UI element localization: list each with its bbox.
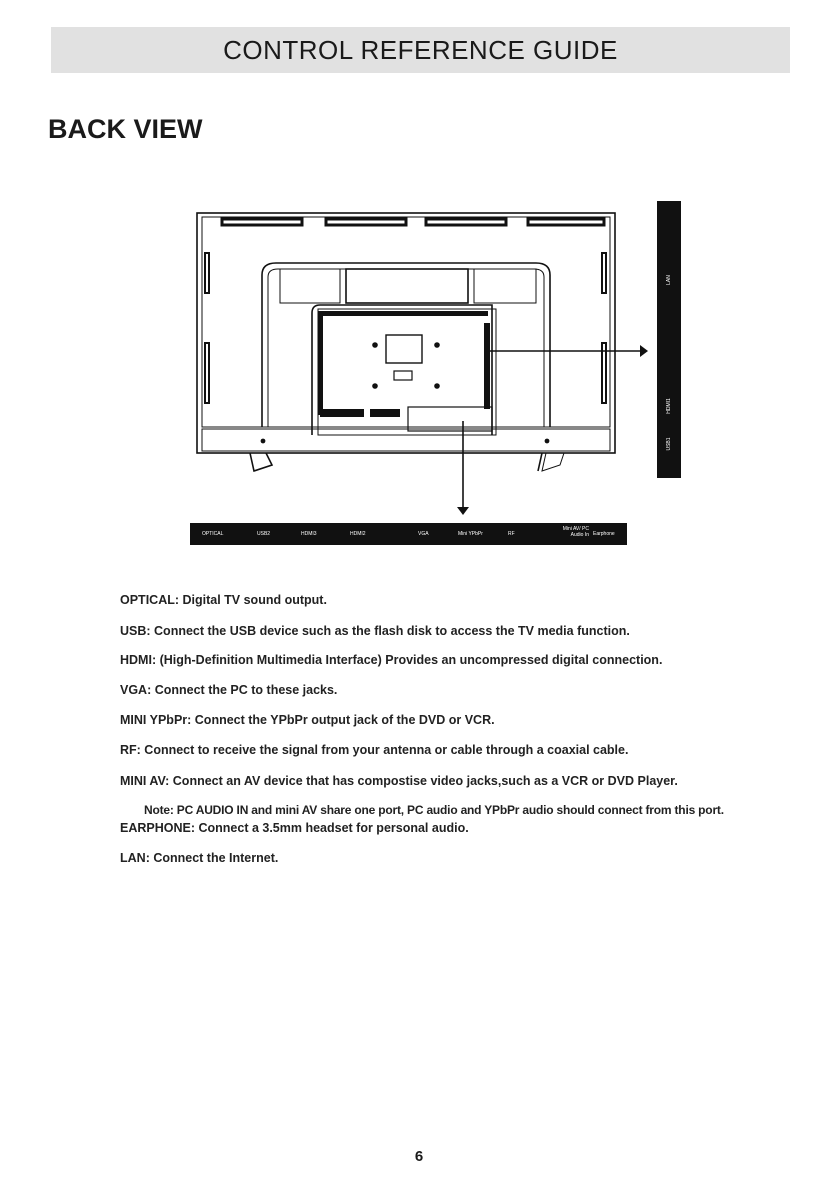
- port-label-hdmi3: HDMI3: [301, 531, 317, 537]
- desc-mini-ypbpr: MINI YPbPr: Connect the YPbPr output jack of the DVD or VCR.: [120, 713, 495, 727]
- arrow-head: [640, 345, 648, 357]
- side-vent: [205, 253, 209, 293]
- header-bar: [51, 27, 790, 73]
- tv-inner-frame: [202, 217, 610, 427]
- port-label-usb1: USB1: [666, 437, 672, 451]
- center-housing: [262, 263, 550, 427]
- arrow-head: [457, 507, 469, 515]
- port-label-hdmi1: HDMI1: [666, 398, 672, 414]
- port-label-lan: LAN: [666, 275, 672, 285]
- port-label-optical: OPTICAL: [202, 531, 224, 537]
- desc-note: Note: PC AUDIO IN and mini AV share one port, PC audio and YPbPr audio should connect from this port.: [144, 803, 724, 817]
- desc-hdmi: HDMI: (High-Definition Multimedia Interface) Provides an uncompressed digital connection.: [120, 653, 663, 667]
- port-label-vga: VGA: [418, 531, 429, 537]
- top-vent: [326, 219, 406, 225]
- desc-vga: VGA: Connect the PC to these jacks.: [120, 683, 338, 697]
- port-label-usb2: USB2: [257, 531, 271, 537]
- desc-usb: USB: Connect the USB device such as the flash disk to access the TV media function.: [120, 624, 630, 638]
- desc-optical: OPTICAL: Digital TV sound output.: [120, 593, 327, 607]
- desc-lan: LAN: Connect the Internet.: [120, 851, 279, 865]
- page-header-title: CONTROL REFERENCE GUIDE: [223, 34, 618, 65]
- top-vent: [426, 219, 506, 225]
- section-title: BACK VIEW: [48, 114, 203, 144]
- port-label-mini-ypbpr: Mini YPbPr: [458, 531, 483, 537]
- bottom-port-strip: [190, 523, 627, 545]
- tv-outer-frame: [197, 213, 615, 453]
- port-label-rf: RF: [508, 531, 515, 537]
- port-label-mini-av: Mini AV/ PC Audio In: [562, 526, 589, 538]
- desc-mini-av: MINI AV: Connect an AV device that has compostise video jacks,such as a VCR or DVD Player.: [120, 774, 678, 788]
- desc-earphone: EARPHONE: Connect a 3.5mm headset for personal audio.: [120, 821, 469, 835]
- side-vent: [602, 343, 606, 403]
- side-vent: [602, 253, 606, 293]
- port-label-hdmi2: HDMI2: [350, 531, 366, 537]
- page-number: 6: [414, 1148, 424, 1165]
- top-vent: [528, 219, 604, 225]
- tv-back-diagram: [180, 195, 660, 555]
- side-port-strip: [657, 201, 681, 478]
- side-vent: [205, 343, 209, 403]
- top-vent: [222, 219, 302, 225]
- port-label-earphone: Earphone: [593, 531, 615, 537]
- desc-rf: RF: Connect to receive the signal from your antenna or cable through a coaxial cable.: [120, 743, 629, 757]
